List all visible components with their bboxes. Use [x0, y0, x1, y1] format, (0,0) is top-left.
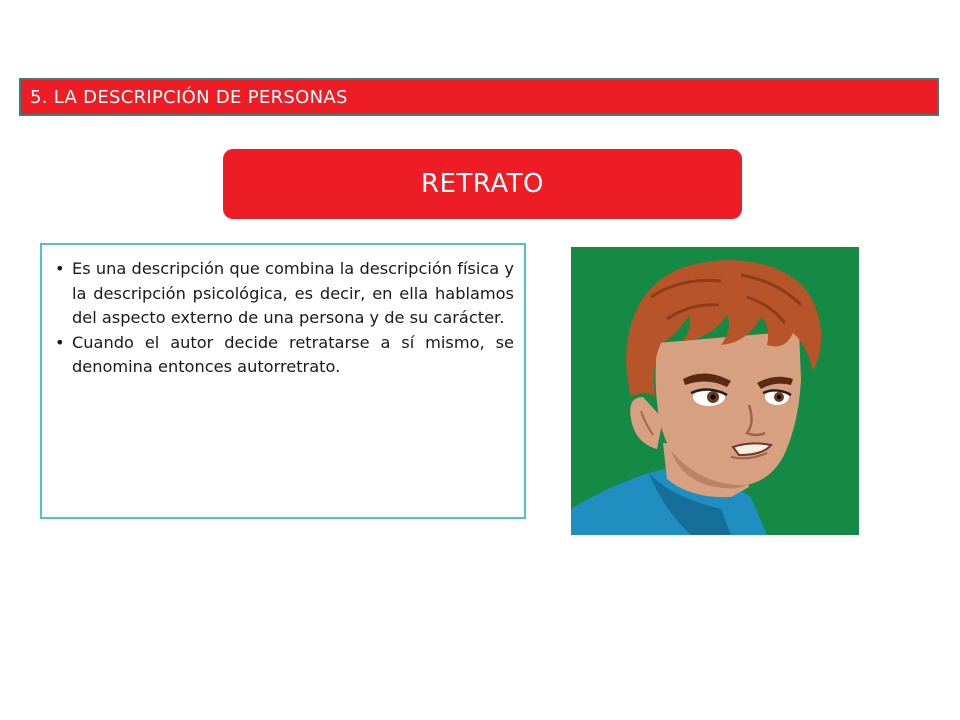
bullet-dot-icon: •: [55, 259, 65, 278]
left-eye-pupil: [711, 395, 716, 400]
boy-portrait-svg: [571, 247, 859, 535]
definition-list: [52, 257, 514, 380]
definition-bullet-1: [52, 257, 514, 331]
definition-box: [40, 243, 526, 519]
boy-portrait-illustration: [571, 247, 859, 535]
section-header-title: 5. LA DESCRIPCIÓN DE PERSONAS: [30, 86, 348, 108]
definition-bullet-2-text: Cuando el autor decide retratarse a sí mismo, se denomina entonces autorretrato.: [72, 332, 514, 376]
section-header-bar: [19, 78, 939, 116]
bullet-dot-icon: •: [55, 332, 65, 352]
definition-bullet-1-text: Es una descripción que combina la descripción física y la descripción psicológica, es decir, en ella hablamos del aspecto externo de una persona y de su carácter.: [72, 259, 514, 327]
right-eye-pupil: [777, 395, 781, 399]
title-banner: [223, 149, 742, 219]
title-label: RETRATO: [420, 169, 544, 199]
definition-bullet-2: [52, 331, 514, 380]
